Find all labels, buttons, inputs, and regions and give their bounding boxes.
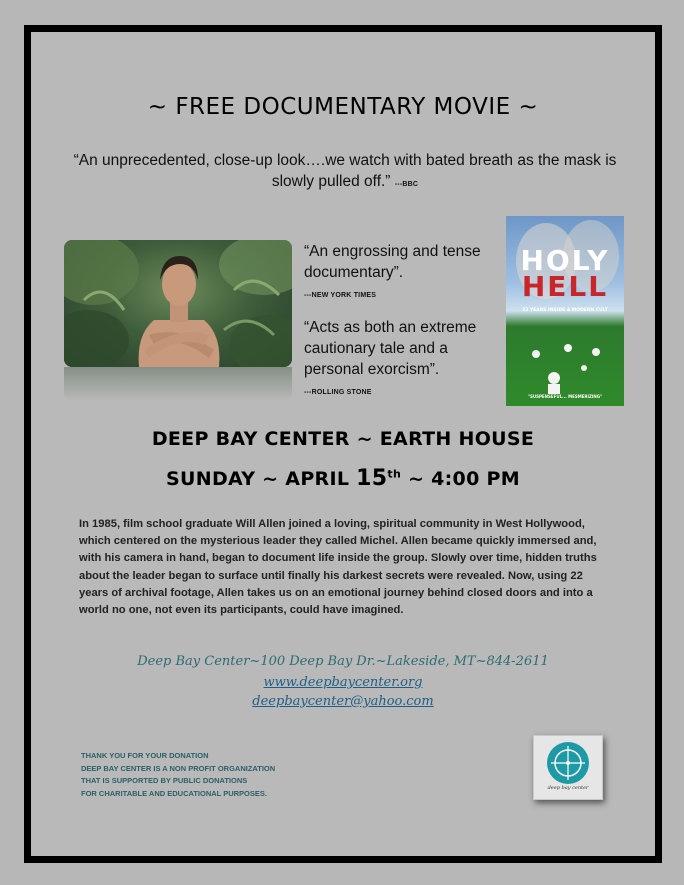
poster-title-hell: HELL bbox=[521, 270, 609, 303]
flyer-frame bbox=[24, 25, 662, 863]
contact-website-row bbox=[31, 675, 655, 690]
contact-email-row bbox=[31, 694, 655, 709]
website-link[interactable]: www.deepbaycenter.org bbox=[263, 675, 423, 690]
rs-quote-line3: personal exorcism”. bbox=[304, 361, 440, 378]
flyer-title: ~ FREE DOCUMENTARY MOVIE ~ bbox=[147, 94, 539, 120]
date-suffix: th bbox=[387, 467, 402, 481]
footer-line: DEEP BAY CENTER IS A NON PROFIT ORGANIZATION bbox=[81, 763, 276, 773]
documentary-still-image bbox=[64, 240, 292, 367]
footer-line: THANK YOU FOR YOUR DONATION bbox=[81, 751, 209, 760]
rs-quote-source: ---ROLLING STONE bbox=[304, 389, 372, 396]
date-time: ~ 4:00 PM bbox=[401, 468, 520, 490]
nyt-quote-line1: “An engrossing and tense bbox=[304, 243, 481, 260]
donation-footer bbox=[81, 750, 381, 800]
compass-logo-icon bbox=[546, 741, 590, 785]
poster-title bbox=[506, 244, 624, 303]
bbc-quote-text: “An unprecedented, close-up look….we watch with bated breath as the mask is slowly pulled off.” bbox=[73, 152, 617, 190]
poster-subtitle: 22 YEARS INSIDE A MODERN CULT bbox=[522, 308, 608, 313]
poster-tagline: "SUSPENSEFUL... MESMERIZING" bbox=[527, 394, 603, 399]
email-link[interactable]: deepbaycenter@yahoo.com bbox=[252, 694, 434, 709]
deep-bay-center-logo bbox=[533, 735, 603, 800]
event-date-heading bbox=[31, 466, 655, 491]
bbc-quote-source: ---BBC bbox=[394, 181, 419, 188]
footer-line: FOR CHARITABLE AND EDUCATIONAL PURPOSES. bbox=[81, 788, 267, 798]
contact-address: Deep Bay Center~100 Deep Bay Dr.~Lakeside, MT~844-2611 bbox=[137, 654, 549, 669]
movie-poster bbox=[506, 216, 624, 406]
nyt-quote bbox=[304, 241, 504, 306]
poster-title-holy: HOLY bbox=[520, 244, 610, 277]
nyt-quote-line2: documentary”. bbox=[304, 264, 404, 281]
logo-caption: deep bay center bbox=[547, 785, 589, 791]
image-reflection bbox=[64, 367, 292, 401]
film-description: In 1985, film school graduate Will Allen joined a loving, spiritual community in West Hollywood, which centered on the mysterious leader they called Michel. Allen became quickly immersed and, with his camera in hand, began to document life inside the group. Slowly over time, hidden truths about the leader began to surface until finally his darkest secrets were revealed. Now, using 22 years of archival footage, Allen takes us on an emotional journey behind closed doors and into a world no one, not even its participants, could have imagined. bbox=[79, 518, 597, 617]
jungle-man-illustration bbox=[64, 240, 292, 367]
nyt-quote-source: ---NEW YORK TIMES bbox=[304, 292, 377, 299]
rs-quote-line1: “Acts as both an extreme bbox=[304, 319, 477, 336]
footer-line: THAT IS SUPPORTED BY PUBLIC DONATIONS bbox=[81, 776, 248, 785]
bbc-quote bbox=[71, 150, 619, 195]
venue-heading: DEEP BAY CENTER ~ EARTH HOUSE bbox=[151, 428, 535, 450]
date-prefix: SUNDAY ~ APRIL bbox=[166, 468, 357, 490]
rs-quote-line2: cautionary tale and a bbox=[304, 340, 448, 357]
rolling-stone-quote bbox=[304, 317, 504, 403]
date-day: 15 bbox=[356, 466, 388, 491]
